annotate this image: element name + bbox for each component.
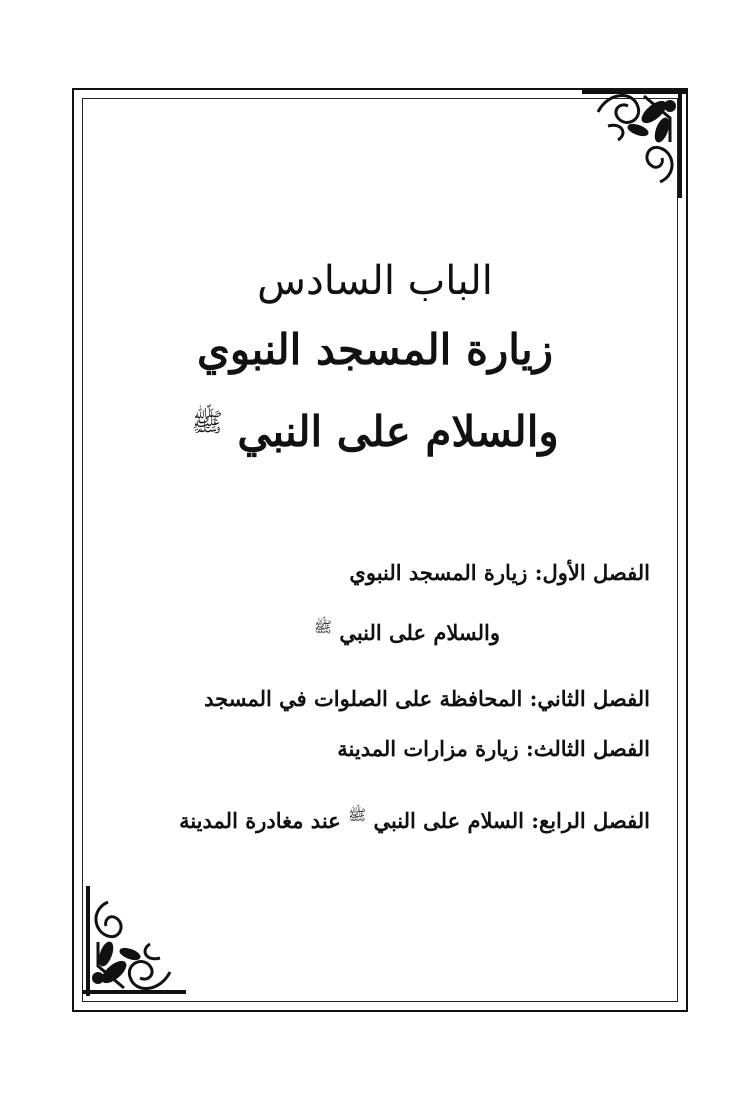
section-label: الفصل الرابع: — [531, 808, 650, 833]
section-item — [100, 800, 650, 836]
page-title: زيارة المسجد النبوي — [196, 325, 554, 374]
honorific-seal: ﷺ — [313, 618, 333, 636]
floral-corner-icon — [578, 82, 690, 202]
page-subtitle — [100, 388, 650, 467]
honorific-seal: ﷺ — [191, 408, 223, 438]
chapter-heading: الباب السادس — [257, 258, 493, 304]
section-text-after: عند مغادرة المدينة — [179, 808, 341, 833]
section-label: الفصل الثالث: — [525, 736, 650, 761]
floral-corner-icon — [78, 882, 190, 1002]
section-text: زيارة مزارات المدينة — [337, 736, 519, 761]
subtitle-text: والسلام على النبي — [237, 407, 559, 456]
page-border-inner — [82, 98, 678, 1002]
section-item — [100, 684, 650, 714]
section-text: السلام على النبي — [373, 808, 524, 833]
page-content — [100, 250, 650, 833]
section-text: والسلام على النبي — [339, 620, 500, 645]
section-item — [100, 558, 650, 588]
section-label: الفصل الأول: — [534, 560, 650, 585]
section-item — [100, 734, 650, 764]
section-item-continued — [100, 610, 650, 650]
section-label: الفصل الثاني: — [529, 686, 650, 711]
section-text: المحافظة على الصلوات في المسجد — [204, 686, 523, 711]
section-text: زيارة المسجد النبوي — [349, 560, 528, 585]
honorific-seal: ﷺ — [348, 806, 367, 824]
sections-list — [100, 558, 650, 836]
